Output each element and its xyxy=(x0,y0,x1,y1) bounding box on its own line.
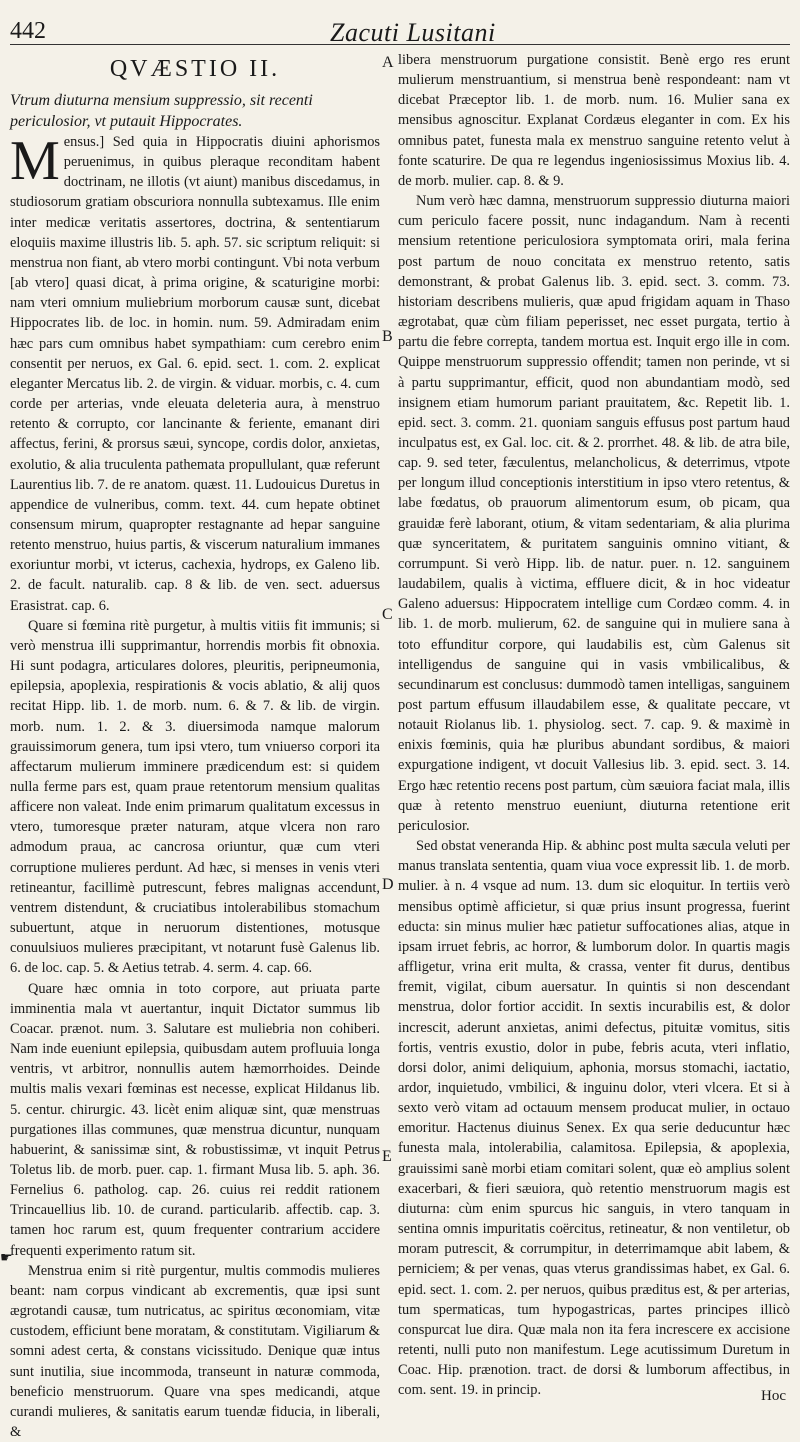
paragraph-text: ensus.] Sed quia in Hippocratis diuini aphorismos peruenimus, in quibus pleraque reconditam habent doctrinam, ne illotis (vt aiunt) manibus discedamus, in studiosorum gratiam obscuriora nonnulla subtexamus. Ille enim inter medicæ veritatis assertores, doctrina, & sententiarum eloquiis maxime illustris lib. 5. aph. 57. sic scriptum reliquit: si menstrua non fiant, ab vtero morbi contingunt. Vbi nota verbum [ab vtero] quasi dicat, à prima origine, & scaturigine morbi: nam vteri omnium muliebrium morborum causæ sunt, dicebat Hippocrates lib. de loc. in homin. num. 59. Admiradam enim hæc pars cum omnibus habet sympathiam: cum cerebro enim consentit per neruos, ex Gal. 6. epid. sect. 1. com. 2. explicat eleganter Mercatus lib. 2. de virgin. & viduar. morbis, c. 4. cum corde per arterias, vnde eleuata deleteria aura, à menstruo retento & corrupto, cor lancinante & feriente, emanant diri affectus, ferini, & prorsus sæui, syncope, cordis dolor, anxietas, exolutio, & alia truculenta pathemata propullulant, quæ referunt Laurentius lib. 7. de re anatom. quæst. 11. Ludouicus Duretus in appendice de vulneribus, comm. text. 44. cum hepate obtinet consensum mirum, quapropter restagnante ad hepar sanguine retento menstruo, huius partis, & viscerum naturalium immanes exoriuntur morbi, vt icterus, cachexia, hydrops, ex Galeno lib. 2. de facult. naturalib. cap. 8 & lib. de ven. sect. aduersus Erasistrat. cap. 6. xyxy=(10,134,380,614)
pointing-hand-icon: ☛ xyxy=(0,1250,13,1266)
margin-letter-c: C xyxy=(382,606,393,623)
question-subtitle: Vtrum diuturna mensium suppressio, sit recenti periculosior, vt putauit Hippocrates. xyxy=(10,92,313,130)
paragraph: Quare si fœmina ritè purgetur, à multis vitiis fit immunis; si verò menstrua illi supprimantur, horrendis morbis fit obnoxia. Hi sunt podagra, articulares dolores, pleuritis, peripneumonia, epilepsia, apoplexia, respirationis & vocis ablatio, & alij quos recitat Hipp. lib. 1. de morb. num. 6. & 7. & lib. de virgin. morb. num. 1. 2. & 3. diuersimoda namque malorum grauissimorum genera, tum ipsi vtero, tum vniuerso corpori ita affectarum mulierum imminere prædicendum est: si quidem nulla ferme pars est, quam praue retentorum mensium qualitas afficere non valeat. Inde enim primarum qualitatum excessus in vtero, tumoresque præter naturam, atque vlcera non raro admodum praua, ac cancrosa oriuntur, quæ cum vteri corruptione mulieres perdunt. Ad hæc, si menses in venis vteri retineantur, facillimè putrescunt, febres malignas accendunt, ventrem distendunt, & cruciatibus intolerabilibus stomachum subuertunt, atque in neruorum distentiones, motusque conuulsiuos mulieres præcipitant, vt notarunt fusè Galenus lib. 6. de loc. cap. 5. & Aetius tetrab. 4. serm. 4. cap. 66. xyxy=(10,617,380,977)
running-head: Zacuti Lusitani xyxy=(330,18,496,47)
paragraph xyxy=(10,132,380,616)
left-column xyxy=(10,50,380,1442)
margin-letter-d: D xyxy=(382,876,394,893)
right-column xyxy=(398,50,790,1400)
margin-letter-e: E xyxy=(382,1148,392,1165)
header-rule xyxy=(10,44,790,45)
catchword: Hoc xyxy=(761,1388,786,1404)
paragraph: libera menstruorum purgatione consistit. Benè ergo res erunt mulierum menstruantium, si menstrua benè respondeant: nam vt dicebat Præceptor lib. 1. de morb. num. 16. Mulier sana ex mensibus agnoscitur. Explanat Cordæus eleganter in com. Ex his omnibus patet, funesta mala ex menstruo sanguine retento velut à fonte scaturire. De qua re legendus ingeniosissimus Moxius lib. 4. de morb. mulier. cap. 8. & 9. xyxy=(398,52,790,189)
page-number: 442 xyxy=(10,18,46,44)
drop-cap: M xyxy=(10,130,60,192)
paragraph: Menstrua enim si ritè purgentur, multis commodis mulieres beant: nam corpus vindicant ab excrementis, quæ ipsi sunt ægrotandi causæ, tum nutricatus, ac spiritus œconomiam, vitæ custodem, efficiunt bene moratam, & constitutam. Vigiliarum & somni adest certa, & constans vicissitudo. Denique quæ intus sunt inutilia, siue incommoda, transeunt in naturæ commoda, beneficio menstruorum. Quare vna spes medicandi, atque curandi mulieres, & sanitatis earum tuendæ fiducia, in liberali, & xyxy=(10,1262,380,1440)
question-title: QVÆSTIO II. xyxy=(109,56,281,82)
paragraph: Quare hæc omnia in toto corpore, aut priuata parte imminentia mala vt auertantur, inquit Dictator summus lib Coacar. prænot. num. 3. Salutare est muliebria non cohiberi. Nam inde eueniunt epilepsia, quibusdam autem profluuia longa ventris, vt arbitror, nonnullis autem hæmorrhoides. Deinde multis malis vexari fœminas est necesse, explicat Hildanus lib. 5. centur. chirurgic. 43. licèt enim aliquæ sint, quæ menstruas purgationes illas communes, quæ menstrua dicuntur, nunquam habuerint, & sanissimæ sint, & robustissimæ, vt inquit Petrus Toletus lib. de morb. puer. cap. 1. firmant Musa lib. 5. aph. 36. Fernelius 6. patholog. cap. 26. cuius rei reddit rationem Trincauellius lib. 10. de curand. particularib. affectib. cap. 3. tamen hoc rarum est, quum frequenter contrarium accidere frequenti experimento ratum sit. xyxy=(10,980,380,1259)
paragraph: Num verò hæc damna, menstruorum suppressio diuturna maiori cum periculo facere possit, nunc indagandum. Nam à recenti mensium retentione periculosiora symptomata oriri, mala ferina post partum de nouo concitata ex menstruo retento, satis demonstrant, & probat Galenus lib. 3. epid. sect. 3. comm. 73. historiam describens mulieris, quæ apud frigidam aquam in Thaso ægrotabat, quæ cùm filiam peperisset, nec esset purgata, tertio à partu die febre correpta, tandem mortua est. Inquit ergo ille in com. Quippe menstruorum suppressio offendit; tamen non perinde, vt si à partu supprimantur, efficit, quod non abundantiam modò, sed insignem etiam humorum pariant prauitatem, &c. Repetit lib. 1. epid. sect. 3. comm. 21. quoniam sanguis effusus post partum haud inculpatus est, ex Gal. loc. cit. & 2. prorrhet. 48. & lib. de atra bile, cap. 9. sed teter, fæculentus, melancholicus, & deterrimus, vtpote per longum illud conceptionis interstitium in ipso vtero retentus, & labe fœdatus, ob prauorum alimentorum esum, ob picam, qua grauidæ ferè laborant, otium, & vitam sedentariam, & alia plurima quæ synceritatem, & puritatem sanguinis omnino vitiant, & corrumpunt. Si verò Hipp. lib. de natur. puer. n. 12. sanguinem laudabilem, qualis à victima, effluere dicit, & in hoc videatur Galeno aduersus: Hippocratem intellige cum Cordæo comm. 4. in lib. 1. de morb. mulierum, 62. de sanguine qui in muliere sana à toto effunditur corpore, qui laudabilis est, cùm Galenus sit intelligendus de sanguine qui in vasis vmbilicalibus, & secundinarum est conclusus: dummodò tamen intelligas, sanguinem post partum effusum illaudabilem esse, & qualitate peccare, vt notauit Riolanus lib. 1. physiolog. sect. 7. cap. 9. & maximè in enixis fœminis, quia hæ pluribus abundant sordibus, & maiori expurgatione indigent, vt docuit Vallesius lib. 3. epid. sect. 3. 14. Ergo hæc retentio recens post partum, cùm sæuiora faciat mala, illis quæ à retento menstruo eueniunt, diuturna retentione erit periculosior. xyxy=(398,193,790,834)
margin-letter-a: A xyxy=(382,54,394,71)
paragraph: Sed obstat veneranda Hip. & abhinc post multa sæcula veluti per manus translata sententia, quam viua voce expressit lib. 1. de morb. mulier. à n. 4 vsque ad num. 13. dum sic eloquitur. In tertiis verò mensibus optimè afficietur, si quæ prius insunt progressa, fuerint educta: sin minus mulier hæc patietur suffocationes alias, atque in ipsam irruet febris, ac horror, & lumborum dolor. In quartis magis affligetur, vrina erit multa, & crassa, venter fit durus, dentibus fremit, vigilat, cibum auersatur. In quintis si non descendant menstrua, dolor fortior accidit. In sextis incurabilis est, & dolor increscit, aderunt anxietas, animi defectus, pituitæ vomitus, sitis fortis, ventris exustio, dolor in pube, febris acuta, vteri inflatio, dorsi dolor, animi deliquium, aphonia, morsus stomachi, iactatio, ardor, inquietudo, vmbilici, & inguinu dolor, vteri vlcera. Et si à sexto verò vitam ad octauum mensem producat mulier, in octauo emoritur. Hactenus diuinus Senex. Ex qua serie deducuntur hæc funesta mala, intolerabilia, calamitosa. Epilepsia, & apoplexia, grauissimi sanè morbi etiam comitari solent, quæ eò amplius solent exacerbari, & fieri sæuiora, quò retentio menstruorum magis est diuturna: cùm enim spurcus hic sanguis, in vtero tanquam in sentina omnis impuritatis coërcitus, retineatur, & non ventiletur, ob moram putrescit, & corrumpitur, in deterrimamque abit labem, & perniciem; & per venas, quas vterus grandissimas habet, ex Gal. 6. epid. sect. 1. com. 2. per neruos, quibus præditus est, & per arterias, tum spermaticas, tum hypogastricas, partes principes illicò conspurcat lue dira. Quæ mala non ita fera increscere ex accisione retenti, nulli puto non manifestum. Lege acutissimum Duretum in Coac. Hip. prænotion. tract. de dorsi & lumborum affectibus, in com. sent. 19. in princip. xyxy=(398,838,790,1399)
margin-letter-b: B xyxy=(382,328,393,345)
